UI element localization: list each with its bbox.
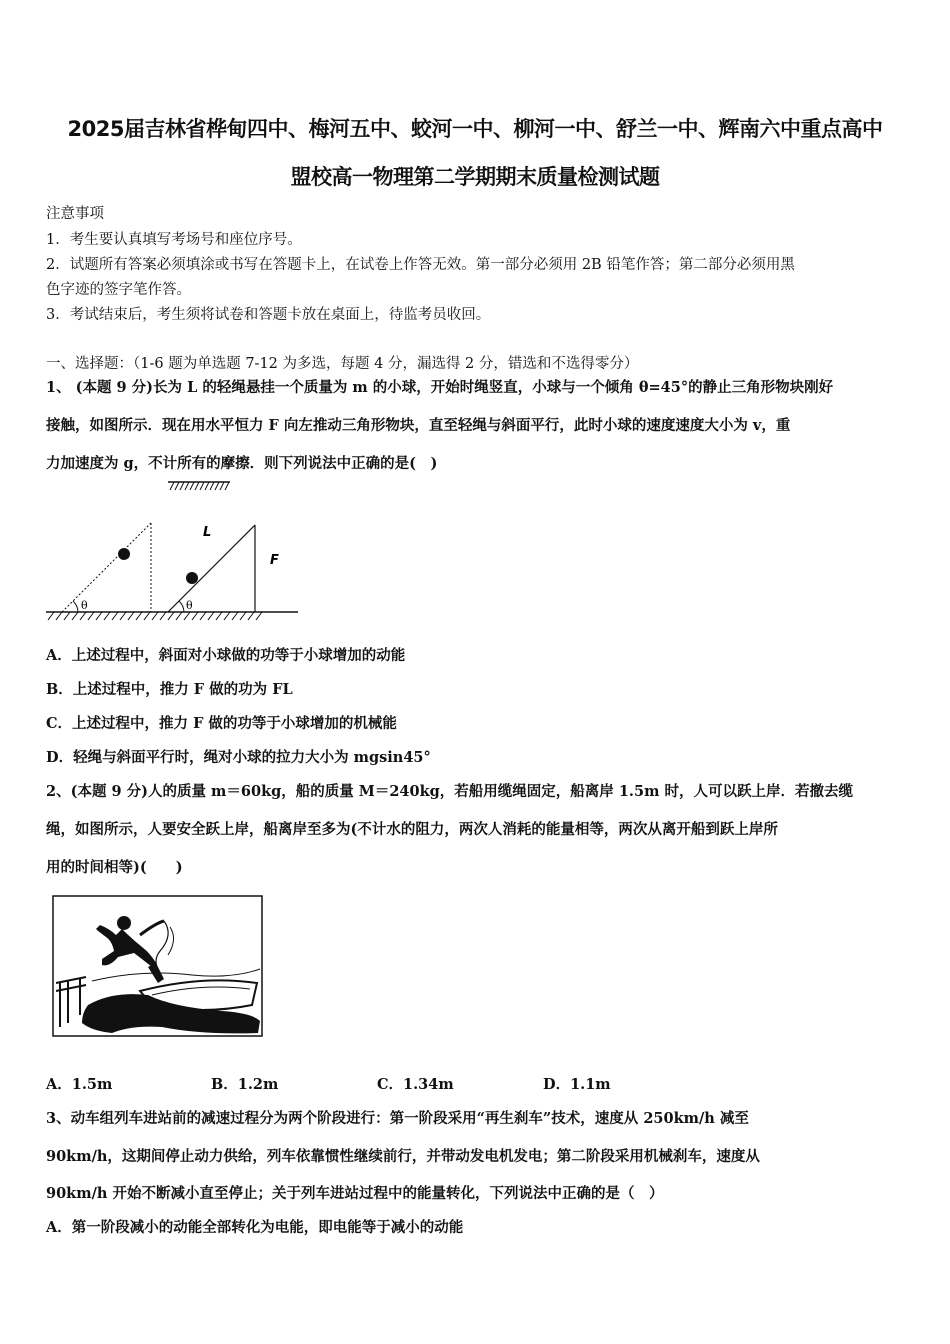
notice-item: 1．考生要认真填写考场号和座位序号。 <box>46 232 302 248</box>
question-2-text: 2、(本题 9 分)人的质量 m＝60kg，船的质量 M＝240kg，若船用缆绳固定，船离岸 1.5m 时，人可以跃上岸．若撤去缆 <box>46 783 853 800</box>
question-3-option-a: A．第一阶段减小的动能全部转化为电能，即电能等于减小的动能 <box>46 1219 464 1236</box>
question-3-text: 90km/h 开始不断减小直至停止；关于列车进站过程中的能量转化，下列说法中正确的是（ ） <box>46 1185 664 1202</box>
question-2-figure <box>52 895 264 1037</box>
question-1-text: 1、 (本题 9 分)长为 L 的轻绳悬挂一个质量为 m 的小球，开始时绳竖直，小球与一个倾角 θ=45°的静止三角形物块刚好 <box>46 379 834 396</box>
question-1-figure <box>40 478 300 628</box>
question-1-option-b: B．上述过程中，推力 F 做的功为 FL <box>46 681 293 698</box>
exam-title-line2: 盟校高一物理第二学期期末质量检测试题 <box>290 165 660 189</box>
theta-label-right: θ <box>186 599 193 612</box>
theta-label-left: θ <box>81 599 88 612</box>
question-1-text: 接触，如图所示．现在用水平恒力 F 向左推动三角形物块，直至轻绳与斜面平行，此时小球的速度速度大小为 v，重 <box>46 417 791 434</box>
length-label: L <box>203 525 212 540</box>
notice-item: 2．试题所有答案必须填涂或书写在答题卡上，在试卷上作答无效。第一部分必须用 2B 铅笔作答；第二部分必须用黑 <box>46 257 795 273</box>
section-heading: 一、选择题：（1-6 题为单选题 7-12 为多选，每题 4 分，漏选得 2 分，错选和不选得零分） <box>46 356 639 372</box>
question-1-option-a: A．上述过程中，斜面对小球做的功等于小球增加的动能 <box>46 647 406 664</box>
question-1-option-c: C．上述过程中，推力 F 做的功等于小球增加的机械能 <box>46 715 397 732</box>
force-label: F <box>270 553 279 568</box>
question-2-option-d: D．1.1m <box>543 1076 611 1093</box>
notice-item: 3．考试结束后，考生须将试卷和答题卡放在桌面上，待监考员收回。 <box>46 307 491 323</box>
question-1-option-d: D．轻绳与斜面平行时，绳对小球的拉力大小为 mgsin45° <box>46 749 431 766</box>
question-2-option-a: A．1.5m <box>46 1076 113 1093</box>
notice-heading: 注意事项 <box>46 206 104 222</box>
question-3-text: 3、动车组列车进站前的减速过程分为两个阶段进行：第一阶段采用“再生刹车”技术，速度从 250km/h 减至 <box>46 1110 749 1127</box>
question-1-text: 力加速度为 g，不计所有的摩擦．则下列说法中正确的是( ) <box>46 455 438 472</box>
question-2-text: 绳，如图所示，人要安全跃上岸，船离岸至多为(不计水的阻力，两次人消耗的能量相等，两次从离开船到跃上岸所 <box>46 821 778 838</box>
exam-title-line1: 2025届吉林省桦甸四中、梅河五中、蛟河一中、柳河一中、舒兰一中、辉南六中重点高中 <box>67 117 883 141</box>
question-2-option-b: B．1.2m <box>211 1076 279 1093</box>
question-2-option-c: C．1.34m <box>377 1076 454 1093</box>
question-3-text: 90km/h，这期间停止动力供给，列车依靠惯性继续前行，并带动发电机发电；第二阶段采用机械刹车，速度从 <box>46 1148 760 1165</box>
question-2-text: 用的时间相等)( ) <box>46 859 183 876</box>
notice-item: 色字迹的签字笔作答。 <box>46 282 191 298</box>
